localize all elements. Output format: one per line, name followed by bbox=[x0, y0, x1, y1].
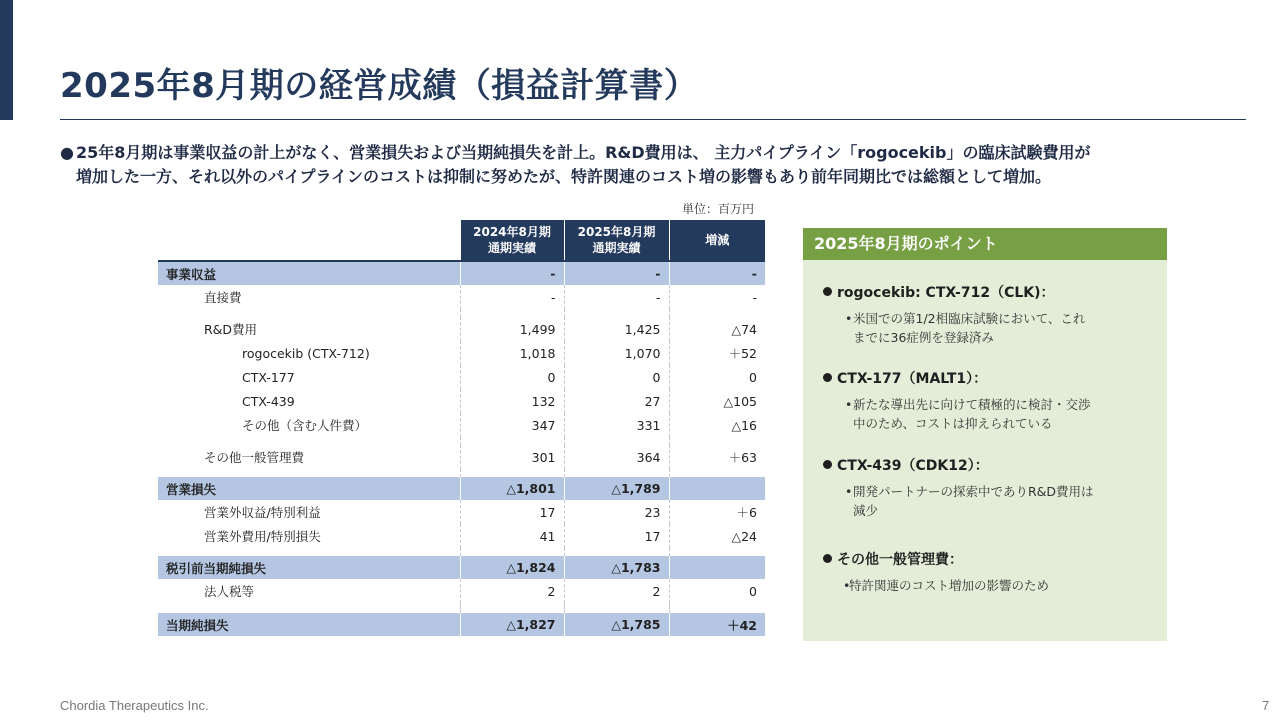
cell-fy2025: 0 bbox=[564, 365, 669, 389]
row-label: 事業収益 bbox=[158, 261, 460, 285]
cell-change: △16 bbox=[669, 413, 765, 437]
page-title: 2025年8月期の経営成績（損益計算書） bbox=[60, 66, 699, 106]
cell-fy2025: 23 bbox=[564, 500, 669, 524]
point-title-text: CTX-177（MALT1）： bbox=[837, 371, 988, 387]
cell-fy2024: 132 bbox=[460, 389, 564, 413]
cell-fy2024: 41 bbox=[460, 524, 564, 548]
point-body bbox=[823, 395, 1153, 433]
point-title-text: rogocekib: CTX-712（CLK)： bbox=[837, 285, 1055, 301]
point-bullet: • bbox=[845, 397, 853, 412]
point-body bbox=[823, 309, 1153, 347]
bullet-dot-icon bbox=[823, 460, 832, 469]
summary-bullet: ● bbox=[60, 143, 74, 162]
page-number: 7 bbox=[1262, 698, 1270, 713]
title-accent-bar bbox=[0, 0, 13, 120]
row-label: CTX-439 bbox=[242, 393, 295, 409]
spacer-row bbox=[158, 469, 765, 477]
cell-change: △24 bbox=[669, 524, 765, 548]
cell-fy2024: 17 bbox=[460, 500, 564, 524]
cell-fy2024: 1,018 bbox=[460, 341, 564, 365]
cell-fy2025: △1,789 bbox=[564, 477, 669, 500]
row-label: 税引前当期純損失 bbox=[158, 556, 460, 579]
cell-fy2024: 0 bbox=[460, 365, 564, 389]
point-body-line: 特許関連のコスト増加の影響のため bbox=[849, 578, 1050, 593]
row-label: 直接費 bbox=[204, 290, 242, 305]
header-fy2025 bbox=[564, 220, 669, 261]
cell-fy2025: △1,783 bbox=[564, 556, 669, 579]
cell-change bbox=[669, 556, 765, 579]
cell-change: ＋52 bbox=[669, 341, 765, 365]
row-label: CTX-177 bbox=[242, 369, 295, 385]
cell-fy2025: 331 bbox=[564, 413, 669, 437]
header-change bbox=[669, 220, 765, 261]
key-points-panel bbox=[803, 228, 1167, 641]
header-fy2024 bbox=[460, 220, 564, 261]
point-item bbox=[823, 550, 1153, 595]
point-title-text: CTX-439（CDK12）： bbox=[837, 458, 989, 474]
key-points-heading: 2025年8月期のポイント bbox=[803, 228, 1167, 260]
cell-fy2024: 347 bbox=[460, 413, 564, 437]
title-divider bbox=[60, 119, 1246, 120]
table-row bbox=[158, 556, 765, 579]
cell-fy2025: - bbox=[564, 261, 669, 285]
footer-company: Chordia Therapeutics Inc. bbox=[60, 698, 209, 713]
header-fy2025-label: 2025年8月期 通期実績 bbox=[577, 225, 656, 255]
cell-fy2025: 27 bbox=[564, 389, 669, 413]
cell-fy2025: 1,070 bbox=[564, 341, 669, 365]
table-row bbox=[158, 261, 765, 285]
cell-fy2024: - bbox=[460, 261, 564, 285]
row-label: 営業損失 bbox=[158, 477, 460, 500]
row-label: 営業外費用/特別損失 bbox=[204, 529, 321, 544]
table-row bbox=[158, 500, 765, 524]
spacer-row bbox=[158, 309, 765, 317]
table-row bbox=[158, 579, 765, 603]
cell-change: - bbox=[669, 285, 765, 309]
cell-fy2024: △1,824 bbox=[460, 556, 564, 579]
point-body-line: 新たな導出先に向けて積極的に検討・交渉 bbox=[853, 397, 1091, 412]
cell-change bbox=[669, 477, 765, 500]
cell-fy2024: △1,801 bbox=[460, 477, 564, 500]
cell-fy2024: 1,499 bbox=[460, 317, 564, 341]
table-row bbox=[158, 524, 765, 548]
point-body bbox=[823, 482, 1153, 520]
bullet-dot-icon bbox=[823, 554, 832, 563]
cell-fy2025: 2 bbox=[564, 579, 669, 603]
cell-change: 0 bbox=[669, 365, 765, 389]
cell-fy2025: △1,785 bbox=[564, 613, 669, 636]
spacer-row bbox=[158, 603, 765, 613]
header-change-label: 増減 bbox=[705, 233, 730, 247]
point-item bbox=[823, 369, 1153, 433]
point-title-text: その他一般管理費： bbox=[837, 552, 963, 568]
point-title bbox=[823, 283, 1153, 303]
cell-change: ＋6 bbox=[669, 500, 765, 524]
row-label: rogocekib (CTX-712) bbox=[242, 345, 370, 361]
point-title bbox=[823, 369, 1153, 389]
table-row bbox=[158, 413, 765, 437]
summary-line-1: 25年8月期は事業収益の計上がなく、営業損失および当期純損失を計上。R&D費用は、 主力パイプライン「rogocekib」の臨床試験費用が bbox=[76, 143, 1091, 162]
cell-fy2025: 364 bbox=[564, 445, 669, 469]
summary-text bbox=[60, 141, 1240, 189]
table-row bbox=[158, 613, 765, 636]
table-row bbox=[158, 477, 765, 500]
bullet-dot-icon bbox=[823, 373, 832, 382]
row-label: 当期純損失 bbox=[158, 613, 460, 636]
point-bullet: • bbox=[845, 484, 853, 499]
point-bullet: • bbox=[843, 578, 851, 593]
row-label: 法人税等 bbox=[204, 584, 255, 599]
cell-fy2024: - bbox=[460, 285, 564, 309]
cell-change: - bbox=[669, 261, 765, 285]
point-item bbox=[823, 283, 1153, 347]
row-label: 営業外収益/特別利益 bbox=[204, 505, 321, 520]
cell-fy2024: △1,827 bbox=[460, 613, 564, 636]
point-body-line: 開発パートナーの探索中でありR&D費用は bbox=[853, 484, 1094, 499]
point-body-line: 減少 bbox=[853, 503, 879, 518]
point-title bbox=[823, 550, 1153, 570]
table-row bbox=[158, 341, 765, 365]
table-header-row bbox=[158, 220, 765, 261]
unit-label: 単位：百万円 bbox=[682, 202, 755, 216]
cell-fy2025: 17 bbox=[564, 524, 669, 548]
cell-change: 0 bbox=[669, 579, 765, 603]
header-blank-cell bbox=[158, 220, 460, 261]
cell-fy2025: 1,425 bbox=[564, 317, 669, 341]
point-title bbox=[823, 456, 1153, 476]
point-body-line: 中のため、コストは抑えられている bbox=[853, 416, 1053, 431]
cell-fy2024: 301 bbox=[460, 445, 564, 469]
table-row bbox=[158, 317, 765, 341]
cell-change: △105 bbox=[669, 389, 765, 413]
point-body bbox=[823, 576, 1153, 595]
cell-change: ＋42 bbox=[669, 613, 765, 636]
bullet-dot-icon bbox=[823, 287, 832, 296]
point-item bbox=[823, 456, 1153, 520]
cell-fy2025: - bbox=[564, 285, 669, 309]
row-label: その他一般管理費 bbox=[204, 450, 305, 465]
cell-change: ＋63 bbox=[669, 445, 765, 469]
cell-fy2024: 2 bbox=[460, 579, 564, 603]
cell-change: △74 bbox=[669, 317, 765, 341]
summary-line-2: 増加した一方、それ以外のパイプラインのコストは抑制に努めたが、特許関連のコスト増の影響もあり前年同期比では総額として増加。 bbox=[76, 167, 1052, 186]
table-row bbox=[158, 365, 765, 389]
table-row bbox=[158, 389, 765, 413]
spacer-row bbox=[158, 437, 765, 445]
header-fy2024-label: 2024年8月期 通期実績 bbox=[473, 225, 551, 255]
point-bullet: • bbox=[845, 311, 853, 326]
table-row bbox=[158, 445, 765, 469]
spacer-row bbox=[158, 548, 765, 556]
row-label: その他（含む人件費） bbox=[242, 418, 368, 433]
table-row bbox=[158, 285, 765, 309]
point-body-line: 米国での第1/2相臨床試験において、これ bbox=[853, 311, 1086, 326]
point-body-line: までに36症例を登録済み bbox=[853, 330, 994, 345]
income-statement-table bbox=[158, 220, 765, 636]
row-label: R&D費用 bbox=[204, 322, 258, 337]
